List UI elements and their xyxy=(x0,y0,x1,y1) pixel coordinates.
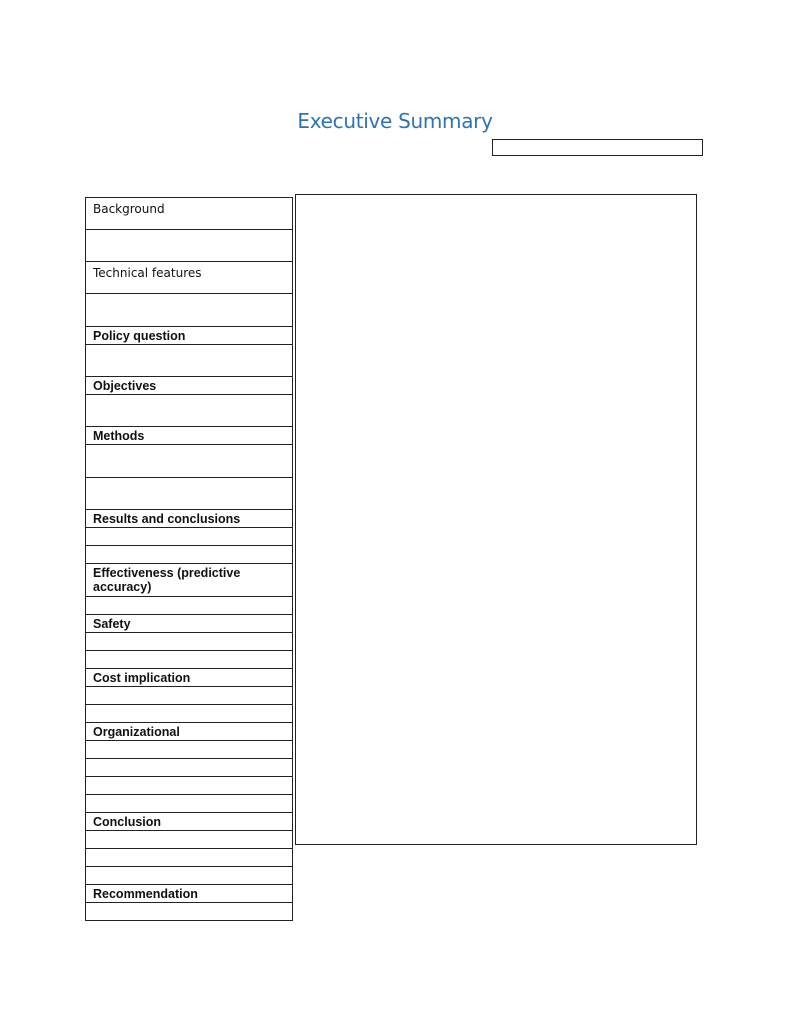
section-field-organizational-2[interactable] xyxy=(86,759,292,777)
section-label-organizational: Organizational xyxy=(86,723,292,741)
section-field-results-2[interactable] xyxy=(86,546,292,564)
section-field-cost-1[interactable] xyxy=(86,687,292,705)
section-field-technical-features[interactable] xyxy=(86,294,292,327)
section-field-effectiveness[interactable] xyxy=(86,597,292,615)
section-label-background: Background xyxy=(86,198,292,230)
section-label-results-and-conclusions: Results and conclusions xyxy=(86,510,292,528)
section-label-safety: Safety xyxy=(86,615,292,633)
section-label-recommendation: Recommendation xyxy=(86,885,292,903)
section-field-conclusion-2[interactable] xyxy=(86,849,292,867)
section-field-organizational-1[interactable] xyxy=(86,741,292,759)
section-field-conclusion-1[interactable] xyxy=(86,831,292,849)
section-field-methods-1[interactable] xyxy=(86,445,292,478)
section-field-conclusion-3[interactable] xyxy=(86,867,292,885)
section-field-recommendation[interactable] xyxy=(86,903,292,920)
section-field-organizational-4[interactable] xyxy=(86,795,292,813)
section-table xyxy=(85,197,293,921)
section-field-policy-question[interactable] xyxy=(86,345,292,377)
section-field-safety-2[interactable] xyxy=(86,651,292,669)
section-field-objectives[interactable] xyxy=(86,395,292,427)
section-field-methods-2[interactable] xyxy=(86,478,292,510)
section-field-safety-1[interactable] xyxy=(86,633,292,651)
section-label-conclusion: Conclusion xyxy=(86,813,292,831)
section-field-organizational-3[interactable] xyxy=(86,777,292,795)
section-field-results-1[interactable] xyxy=(86,528,292,546)
section-label-cost-implication: Cost implication xyxy=(86,669,292,687)
section-label-methods: Methods xyxy=(86,427,292,445)
section-field-cost-2[interactable] xyxy=(86,705,292,723)
date-field[interactable] xyxy=(492,139,703,156)
section-label-effectiveness: Effectiveness (predictive accuracy) xyxy=(86,564,292,597)
page-title: Executive Summary xyxy=(297,109,493,133)
section-field-background[interactable] xyxy=(86,230,292,262)
section-label-technical-features: Technical features xyxy=(86,262,292,294)
section-label-objectives: Objectives xyxy=(86,377,292,395)
summary-text-box[interactable] xyxy=(295,194,697,845)
section-label-policy-question: Policy question xyxy=(86,327,292,345)
